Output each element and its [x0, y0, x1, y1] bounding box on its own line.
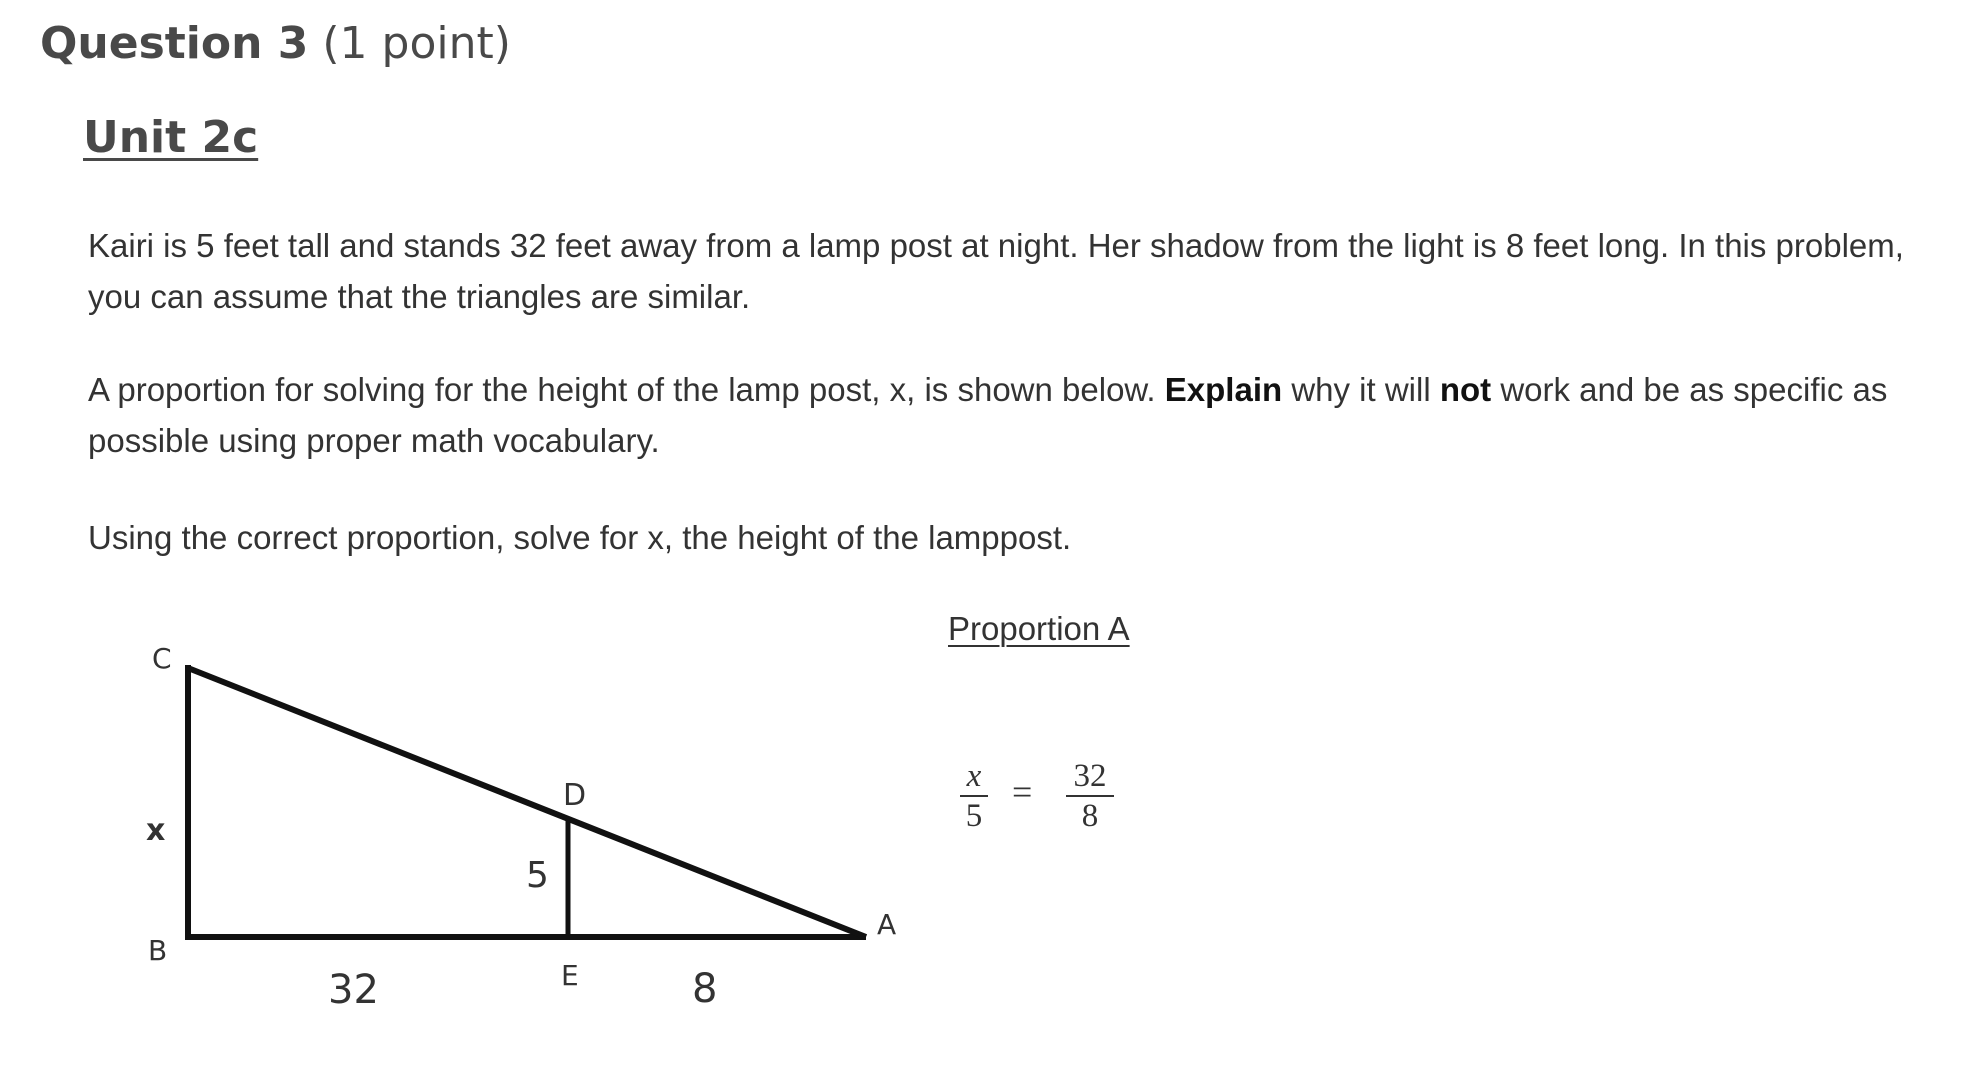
proportion-label: Proportion A — [948, 610, 1130, 647]
vertex-d-label: D — [563, 778, 587, 813]
shadow-8-label: 8 — [692, 966, 718, 1012]
paragraph-2-bold-explain: Explain — [1164, 371, 1283, 408]
paragraph-2-text-2: why it will — [1282, 371, 1440, 408]
right-denominator: 8 — [1081, 798, 1099, 834]
problem-paragraph-1: Kairi is 5 feet tall and stands 32 feet away from a lamp post at night. Her shadow from the light is 8 feet long. In this problem, you can assume that the triangles are similar. — [88, 227, 1904, 315]
problem-paragraph-3: Using the correct proportion, solve for x, the height of the lamppost. — [88, 519, 1072, 556]
equals-sign: = — [1012, 772, 1033, 812]
paragraph-2-bold-not: not — [1439, 371, 1492, 408]
vertex-a-label: A — [877, 908, 897, 941]
question-title: Question 3 — [40, 18, 309, 69]
paragraph-2-text-3: work and be as specific as possible using proper math vocabulary. — [88, 371, 1888, 459]
left-numerator: x — [960, 758, 988, 797]
side-ca — [188, 668, 866, 937]
height-5-label: 5 — [526, 855, 549, 896]
paragraph-2-text-1: A proportion for solving for the height of the lamp post, x, is shown below. — [88, 371, 1165, 408]
x-label: x — [146, 813, 166, 848]
question-points: (1 point) — [322, 18, 511, 69]
distance-32-label: 32 — [328, 967, 379, 1013]
vertex-b-label: B — [148, 934, 168, 967]
left-denominator: 5 — [965, 798, 983, 834]
unit-heading: Unit 2c — [83, 112, 259, 163]
vertex-e-label: E — [561, 959, 579, 992]
right-numerator: 32 — [1066, 758, 1114, 797]
vertex-c-label: C — [152, 642, 172, 675]
